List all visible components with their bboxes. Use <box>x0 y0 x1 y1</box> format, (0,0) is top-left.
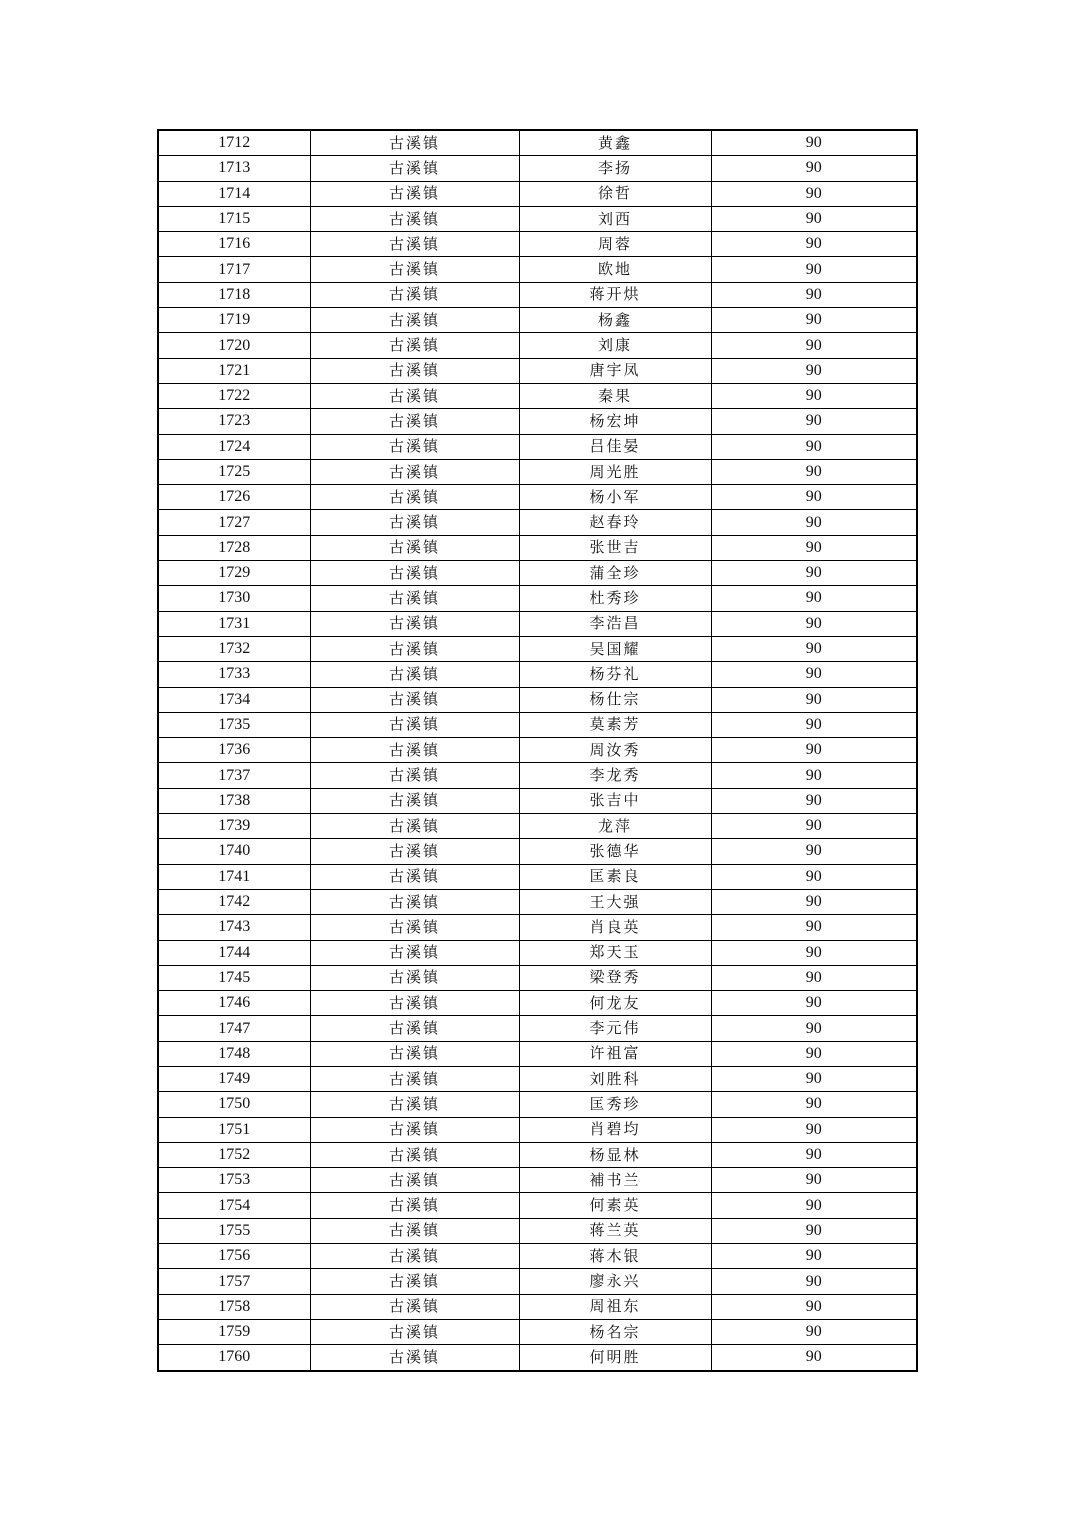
amount-cell: 90 <box>711 662 917 687</box>
name-cell: 蒲全珍 <box>519 561 711 586</box>
name-cell: 许祖富 <box>519 1041 711 1066</box>
table-row <box>158 738 917 763</box>
town-cell: 古溪镇 <box>310 788 519 813</box>
name-cell: 莫素芳 <box>519 712 711 737</box>
town-cell: 古溪镇 <box>310 586 519 611</box>
name-cell: 杨芬礼 <box>519 662 711 687</box>
serial-number-cell: 1733 <box>158 662 310 687</box>
name-cell: 杨鑫 <box>519 308 711 333</box>
amount-cell: 90 <box>711 434 917 459</box>
town-cell: 古溪镇 <box>310 561 519 586</box>
amount-cell: 90 <box>711 561 917 586</box>
table-row <box>158 561 917 586</box>
town-cell: 古溪镇 <box>310 1218 519 1243</box>
table-row <box>158 763 917 788</box>
amount-cell: 90 <box>711 611 917 636</box>
amount-cell: 90 <box>711 788 917 813</box>
serial-number-cell: 1716 <box>158 232 310 257</box>
name-cell: 蒋木银 <box>519 1244 711 1269</box>
table-row <box>158 485 917 510</box>
table-row <box>158 409 917 434</box>
table-row <box>158 1345 917 1371</box>
amount-cell: 90 <box>711 1092 917 1117</box>
table-row <box>158 459 917 484</box>
town-cell: 古溪镇 <box>310 1142 519 1167</box>
table-row <box>158 1294 917 1319</box>
table-row <box>158 1117 917 1142</box>
name-cell: 梁登秀 <box>519 965 711 990</box>
name-cell: 唐宇凤 <box>519 358 711 383</box>
serial-number-cell: 1729 <box>158 561 310 586</box>
amount-cell: 90 <box>711 763 917 788</box>
town-cell: 古溪镇 <box>310 333 519 358</box>
table-row <box>158 181 917 206</box>
amount-cell: 90 <box>711 1269 917 1294</box>
town-cell: 古溪镇 <box>310 712 519 737</box>
name-cell: 黄鑫 <box>519 130 711 156</box>
amount-cell: 90 <box>711 333 917 358</box>
amount-cell: 90 <box>711 1117 917 1142</box>
amount-cell: 90 <box>711 991 917 1016</box>
name-cell: 周光胜 <box>519 459 711 484</box>
town-cell: 古溪镇 <box>310 308 519 333</box>
name-cell: 吴国耀 <box>519 636 711 661</box>
serial-number-cell: 1730 <box>158 586 310 611</box>
name-cell: 龙萍 <box>519 814 711 839</box>
serial-number-cell: 1712 <box>158 130 310 156</box>
table-row <box>158 687 917 712</box>
serial-number-cell: 1756 <box>158 1244 310 1269</box>
serial-number-cell: 1740 <box>158 839 310 864</box>
amount-cell: 90 <box>711 1193 917 1218</box>
amount-cell: 90 <box>711 206 917 231</box>
name-cell: 匡素良 <box>519 864 711 889</box>
table-row <box>158 308 917 333</box>
name-cell: 補书兰 <box>519 1168 711 1193</box>
name-cell: 郑天玉 <box>519 940 711 965</box>
table-row <box>158 1218 917 1243</box>
serial-number-cell: 1715 <box>158 206 310 231</box>
serial-number-cell: 1719 <box>158 308 310 333</box>
table-row <box>158 1142 917 1167</box>
serial-number-cell: 1753 <box>158 1168 310 1193</box>
town-cell: 古溪镇 <box>310 965 519 990</box>
table-row <box>158 535 917 560</box>
name-cell: 杨名宗 <box>519 1319 711 1344</box>
town-cell: 古溪镇 <box>310 181 519 206</box>
name-cell: 刘胜科 <box>519 1066 711 1091</box>
town-cell: 古溪镇 <box>310 282 519 307</box>
name-cell: 肖碧均 <box>519 1117 711 1142</box>
table-row <box>158 282 917 307</box>
table-row <box>158 257 917 282</box>
amount-cell: 90 <box>711 1016 917 1041</box>
serial-number-cell: 1758 <box>158 1294 310 1319</box>
serial-number-cell: 1752 <box>158 1142 310 1167</box>
table-row <box>158 636 917 661</box>
amount-cell: 90 <box>711 409 917 434</box>
serial-number-cell: 1741 <box>158 864 310 889</box>
roster-table <box>157 129 918 1372</box>
amount-cell: 90 <box>711 1345 917 1371</box>
amount-cell: 90 <box>711 232 917 257</box>
amount-cell: 90 <box>711 586 917 611</box>
serial-number-cell: 1720 <box>158 333 310 358</box>
serial-number-cell: 1746 <box>158 991 310 1016</box>
name-cell: 匡秀珍 <box>519 1092 711 1117</box>
serial-number-cell: 1734 <box>158 687 310 712</box>
amount-cell: 90 <box>711 1319 917 1344</box>
amount-cell: 90 <box>711 383 917 408</box>
table-row <box>158 1244 917 1269</box>
table-row <box>158 383 917 408</box>
amount-cell: 90 <box>711 1244 917 1269</box>
town-cell: 古溪镇 <box>310 1269 519 1294</box>
table-row <box>158 991 917 1016</box>
serial-number-cell: 1736 <box>158 738 310 763</box>
serial-number-cell: 1743 <box>158 915 310 940</box>
serial-number-cell: 1757 <box>158 1269 310 1294</box>
table-row <box>158 1041 917 1066</box>
town-cell: 古溪镇 <box>310 839 519 864</box>
amount-cell: 90 <box>711 889 917 914</box>
amount-cell: 90 <box>711 535 917 560</box>
serial-number-cell: 1723 <box>158 409 310 434</box>
town-cell: 古溪镇 <box>310 763 519 788</box>
name-cell: 欧地 <box>519 257 711 282</box>
town-cell: 古溪镇 <box>310 662 519 687</box>
table-row <box>158 232 917 257</box>
table-row <box>158 586 917 611</box>
serial-number-cell: 1747 <box>158 1016 310 1041</box>
amount-cell: 90 <box>711 1066 917 1091</box>
amount-cell: 90 <box>711 940 917 965</box>
name-cell: 周祖东 <box>519 1294 711 1319</box>
table-row <box>158 1092 917 1117</box>
amount-cell: 90 <box>711 510 917 535</box>
town-cell: 古溪镇 <box>310 864 519 889</box>
amount-cell: 90 <box>711 358 917 383</box>
town-cell: 古溪镇 <box>310 459 519 484</box>
amount-cell: 90 <box>711 1218 917 1243</box>
serial-number-cell: 1754 <box>158 1193 310 1218</box>
serial-number-cell: 1738 <box>158 788 310 813</box>
town-cell: 古溪镇 <box>310 130 519 156</box>
serial-number-cell: 1759 <box>158 1319 310 1344</box>
town-cell: 古溪镇 <box>310 434 519 459</box>
table-row <box>158 965 917 990</box>
name-cell: 周汝秀 <box>519 738 711 763</box>
amount-cell: 90 <box>711 485 917 510</box>
name-cell: 蒋开烘 <box>519 282 711 307</box>
table-row <box>158 130 917 156</box>
serial-number-cell: 1748 <box>158 1041 310 1066</box>
name-cell: 廖永兴 <box>519 1269 711 1294</box>
table-row <box>158 712 917 737</box>
name-cell: 刘西 <box>519 206 711 231</box>
amount-cell: 90 <box>711 738 917 763</box>
name-cell: 肖良英 <box>519 915 711 940</box>
serial-number-cell: 1755 <box>158 1218 310 1243</box>
town-cell: 古溪镇 <box>310 232 519 257</box>
amount-cell: 90 <box>711 814 917 839</box>
table-row <box>158 864 917 889</box>
table-row <box>158 1193 917 1218</box>
town-cell: 古溪镇 <box>310 1041 519 1066</box>
amount-cell: 90 <box>711 156 917 181</box>
serial-number-cell: 1717 <box>158 257 310 282</box>
town-cell: 古溪镇 <box>310 409 519 434</box>
amount-cell: 90 <box>711 1142 917 1167</box>
town-cell: 古溪镇 <box>310 814 519 839</box>
serial-number-cell: 1744 <box>158 940 310 965</box>
serial-number-cell: 1739 <box>158 814 310 839</box>
town-cell: 古溪镇 <box>310 915 519 940</box>
town-cell: 古溪镇 <box>310 156 519 181</box>
amount-cell: 90 <box>711 864 917 889</box>
table-row <box>158 662 917 687</box>
town-cell: 古溪镇 <box>310 485 519 510</box>
name-cell: 李扬 <box>519 156 711 181</box>
serial-number-cell: 1726 <box>158 485 310 510</box>
name-cell: 何素英 <box>519 1193 711 1218</box>
serial-number-cell: 1737 <box>158 763 310 788</box>
amount-cell: 90 <box>711 965 917 990</box>
serial-number-cell: 1742 <box>158 889 310 914</box>
town-cell: 古溪镇 <box>310 889 519 914</box>
serial-number-cell: 1731 <box>158 611 310 636</box>
serial-number-cell: 1725 <box>158 459 310 484</box>
amount-cell: 90 <box>711 181 917 206</box>
table-row <box>158 206 917 231</box>
name-cell: 何龙友 <box>519 991 711 1016</box>
serial-number-cell: 1727 <box>158 510 310 535</box>
table-row <box>158 611 917 636</box>
amount-cell: 90 <box>711 308 917 333</box>
table-row <box>158 358 917 383</box>
serial-number-cell: 1749 <box>158 1066 310 1091</box>
name-cell: 刘康 <box>519 333 711 358</box>
roster-table-body <box>158 130 917 1371</box>
name-cell: 杨宏坤 <box>519 409 711 434</box>
amount-cell: 90 <box>711 839 917 864</box>
town-cell: 古溪镇 <box>310 206 519 231</box>
serial-number-cell: 1724 <box>158 434 310 459</box>
name-cell: 李浩昌 <box>519 611 711 636</box>
serial-number-cell: 1718 <box>158 282 310 307</box>
amount-cell: 90 <box>711 1294 917 1319</box>
town-cell: 古溪镇 <box>310 1294 519 1319</box>
table-row <box>158 434 917 459</box>
table-row <box>158 1168 917 1193</box>
serial-number-cell: 1721 <box>158 358 310 383</box>
serial-number-cell: 1713 <box>158 156 310 181</box>
name-cell: 徐哲 <box>519 181 711 206</box>
serial-number-cell: 1732 <box>158 636 310 661</box>
table-row <box>158 1319 917 1344</box>
table-row <box>158 889 917 914</box>
name-cell: 张世吉 <box>519 535 711 560</box>
name-cell: 张吉中 <box>519 788 711 813</box>
serial-number-cell: 1722 <box>158 383 310 408</box>
name-cell: 杜秀珍 <box>519 586 711 611</box>
serial-number-cell: 1728 <box>158 535 310 560</box>
town-cell: 古溪镇 <box>310 1168 519 1193</box>
serial-number-cell: 1760 <box>158 1345 310 1371</box>
name-cell: 蒋兰英 <box>519 1218 711 1243</box>
amount-cell: 90 <box>711 282 917 307</box>
town-cell: 古溪镇 <box>310 358 519 383</box>
serial-number-cell: 1735 <box>158 712 310 737</box>
name-cell: 王大强 <box>519 889 711 914</box>
town-cell: 古溪镇 <box>310 1066 519 1091</box>
amount-cell: 90 <box>711 459 917 484</box>
name-cell: 秦果 <box>519 383 711 408</box>
town-cell: 古溪镇 <box>310 1319 519 1344</box>
name-cell: 何明胜 <box>519 1345 711 1371</box>
table-row <box>158 333 917 358</box>
town-cell: 古溪镇 <box>310 636 519 661</box>
table-row <box>158 788 917 813</box>
name-cell: 赵春玲 <box>519 510 711 535</box>
town-cell: 古溪镇 <box>310 1117 519 1142</box>
name-cell: 杨显林 <box>519 1142 711 1167</box>
town-cell: 古溪镇 <box>310 257 519 282</box>
town-cell: 古溪镇 <box>310 510 519 535</box>
table-row <box>158 940 917 965</box>
table-row <box>158 1066 917 1091</box>
name-cell: 吕佳晏 <box>519 434 711 459</box>
table-row <box>158 1016 917 1041</box>
amount-cell: 90 <box>711 1041 917 1066</box>
town-cell: 古溪镇 <box>310 687 519 712</box>
town-cell: 古溪镇 <box>310 1193 519 1218</box>
name-cell: 杨小军 <box>519 485 711 510</box>
table-row <box>158 814 917 839</box>
table-row <box>158 915 917 940</box>
name-cell: 李龙秀 <box>519 763 711 788</box>
table-row <box>158 839 917 864</box>
name-cell: 李元伟 <box>519 1016 711 1041</box>
town-cell: 古溪镇 <box>310 535 519 560</box>
serial-number-cell: 1751 <box>158 1117 310 1142</box>
town-cell: 古溪镇 <box>310 1244 519 1269</box>
town-cell: 古溪镇 <box>310 738 519 763</box>
serial-number-cell: 1714 <box>158 181 310 206</box>
amount-cell: 90 <box>711 712 917 737</box>
name-cell: 张德华 <box>519 839 711 864</box>
town-cell: 古溪镇 <box>310 940 519 965</box>
table-row <box>158 510 917 535</box>
table-row <box>158 1269 917 1294</box>
amount-cell: 90 <box>711 257 917 282</box>
table-row <box>158 156 917 181</box>
town-cell: 古溪镇 <box>310 383 519 408</box>
amount-cell: 90 <box>711 130 917 156</box>
amount-cell: 90 <box>711 915 917 940</box>
town-cell: 古溪镇 <box>310 1092 519 1117</box>
serial-number-cell: 1750 <box>158 1092 310 1117</box>
town-cell: 古溪镇 <box>310 991 519 1016</box>
amount-cell: 90 <box>711 636 917 661</box>
town-cell: 古溪镇 <box>310 611 519 636</box>
serial-number-cell: 1745 <box>158 965 310 990</box>
town-cell: 古溪镇 <box>310 1345 519 1371</box>
amount-cell: 90 <box>711 687 917 712</box>
name-cell: 周蓉 <box>519 232 711 257</box>
name-cell: 杨仕宗 <box>519 687 711 712</box>
town-cell: 古溪镇 <box>310 1016 519 1041</box>
amount-cell: 90 <box>711 1168 917 1193</box>
